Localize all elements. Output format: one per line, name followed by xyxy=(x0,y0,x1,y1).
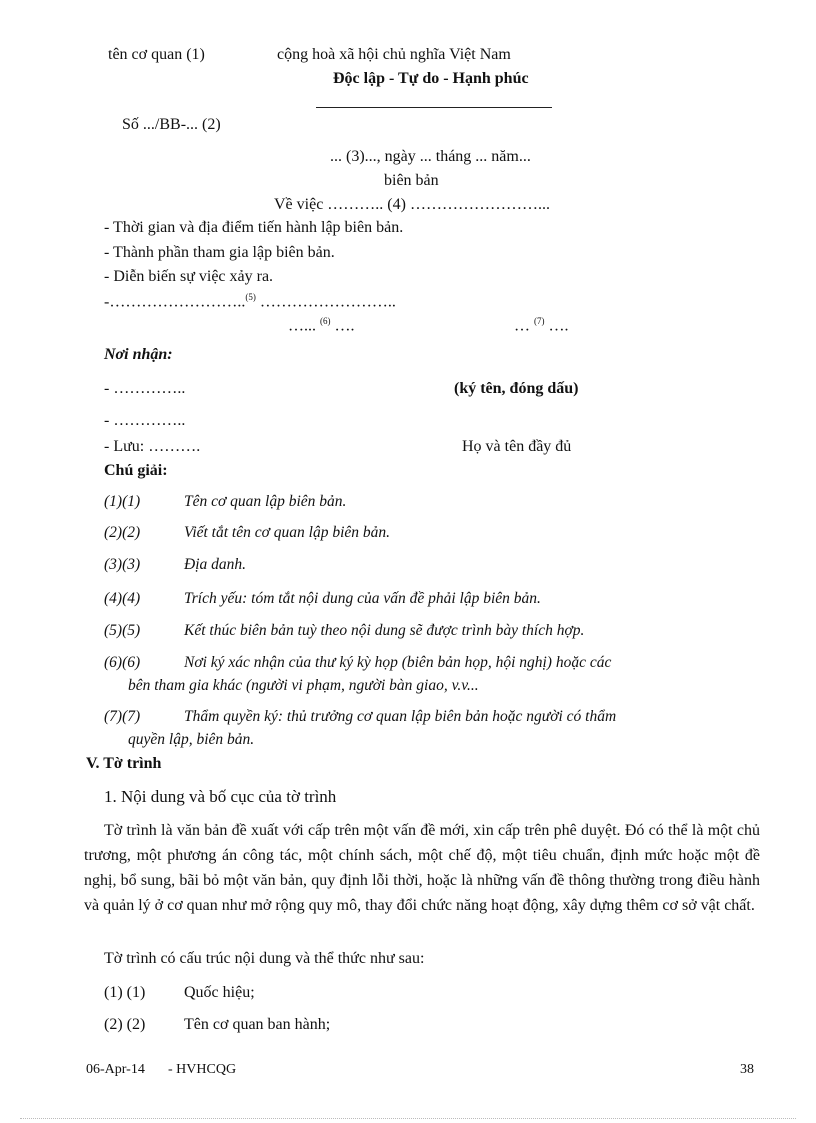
document-number: Số .../BB-... (2) xyxy=(122,116,221,133)
note-item: (7)(7) Thẩm quyền ký: thủ trưởng cơ quan lập biên bản hoặc người có thẩm quyền lập, biên bản. xyxy=(104,708,617,748)
signer-full-name: Họ và tên đầy đủ xyxy=(462,438,572,455)
footer-org: - HVHCQG xyxy=(168,1062,237,1077)
document-type: biên bản xyxy=(384,172,439,189)
footer-date: 06-Apr-14 xyxy=(86,1062,145,1077)
agency-name: tên cơ quan (1) xyxy=(108,46,205,63)
place-date: ... (3)..., ngày ... tháng ... năm... xyxy=(330,148,531,165)
document-subject: Về việc ……….. (4) ……………………... xyxy=(274,196,550,213)
page-number: 38 xyxy=(740,1062,754,1077)
note-item: (3)(3) Địa danh. xyxy=(104,556,246,573)
page-bottom-border xyxy=(20,1118,796,1119)
note-item: (4)(4) Trích yếu: tóm tắt nội dung của vấn đề phải lập biên bản. xyxy=(104,590,541,607)
sign-seal-note: (ký tên, đóng dấu) xyxy=(454,380,579,397)
structure-item-text: Quốc hiệu; xyxy=(184,984,255,1001)
body-line-time-place: - Thời gian và địa điểm tiến hành lập biên bản. xyxy=(104,219,404,236)
section-subheading: 1. Nội dung và bố cục của tờ trình xyxy=(104,787,337,806)
body-line-events: - Diễn biến sự việc xảy ra. xyxy=(104,268,274,285)
structure-item-text: Tên cơ quan ban hành; xyxy=(184,1016,331,1033)
country-name: cộng hoà xã hội chủ nghĩa Việt Nam xyxy=(277,46,511,63)
recipient-archive: - Lưu: ………. xyxy=(104,438,201,455)
structure-item-num: (2) (2) xyxy=(104,1016,146,1033)
note-item: (6)(6) Nơi ký xác nhận của thư ký kỳ họp (biên bản họp, hội nghị) hoặc các bên tham gia khác (người vi phạm, người bàn giao, v.v... xyxy=(104,654,612,694)
motto-underline xyxy=(316,107,552,108)
recipient-item-1: - ………….. xyxy=(104,380,186,397)
recipient-item-2: - ………….. xyxy=(104,412,186,429)
note-item: (2)(2) Viết tắt tên cơ quan lập biên bản. xyxy=(104,524,391,541)
recipients-title: Nơi nhận: xyxy=(104,346,173,363)
signature-right-placeholder: … $^{(7)}$ …. xyxy=(514,316,569,335)
notes-title: Chú giải: xyxy=(104,462,168,479)
structure-intro: Tờ trình có cấu trúc nội dung và thể thức như sau: xyxy=(104,950,425,967)
body-line-participants: - Thành phần tham gia lập biên bản. xyxy=(104,244,335,261)
body-line-closing: -……………………..$^{(5)}$ …………………….. xyxy=(104,292,396,311)
structure-item-num: (1) (1) xyxy=(104,984,146,1001)
note-item: (1)(1) Tên cơ quan lập biên bản. xyxy=(104,493,347,510)
motto: Độc lập - Tự do - Hạnh phúc xyxy=(333,70,529,87)
section-paragraph: Tờ trình là văn bản đề xuất với cấp trên một vấn đề mới, xin cấp trên phê duyệt. Đó có thể là một chủ trương, một phương án công tác, một chính sách, một chế độ, một tiêu chuẩn, định mức hoặc một đề nghị, bổ sung, bãi bỏ một văn bản, quy định lỗi thời, hoặc là những vấn đề thông thường trong điều hành và quản lý ở cơ quan như mở rộng quy mô, thay đổi chức năng hoạt động, xây dựng thêm cơ sở vật chất. xyxy=(84,822,760,914)
signature-left-placeholder: …... $^{(6)}$ …. xyxy=(288,316,355,335)
note-item: (5)(5) Kết thúc biên bản tuỳ theo nội dung sẽ được trình bày thích hợp. xyxy=(104,622,585,639)
section-heading: V. Tờ trình xyxy=(86,755,162,772)
